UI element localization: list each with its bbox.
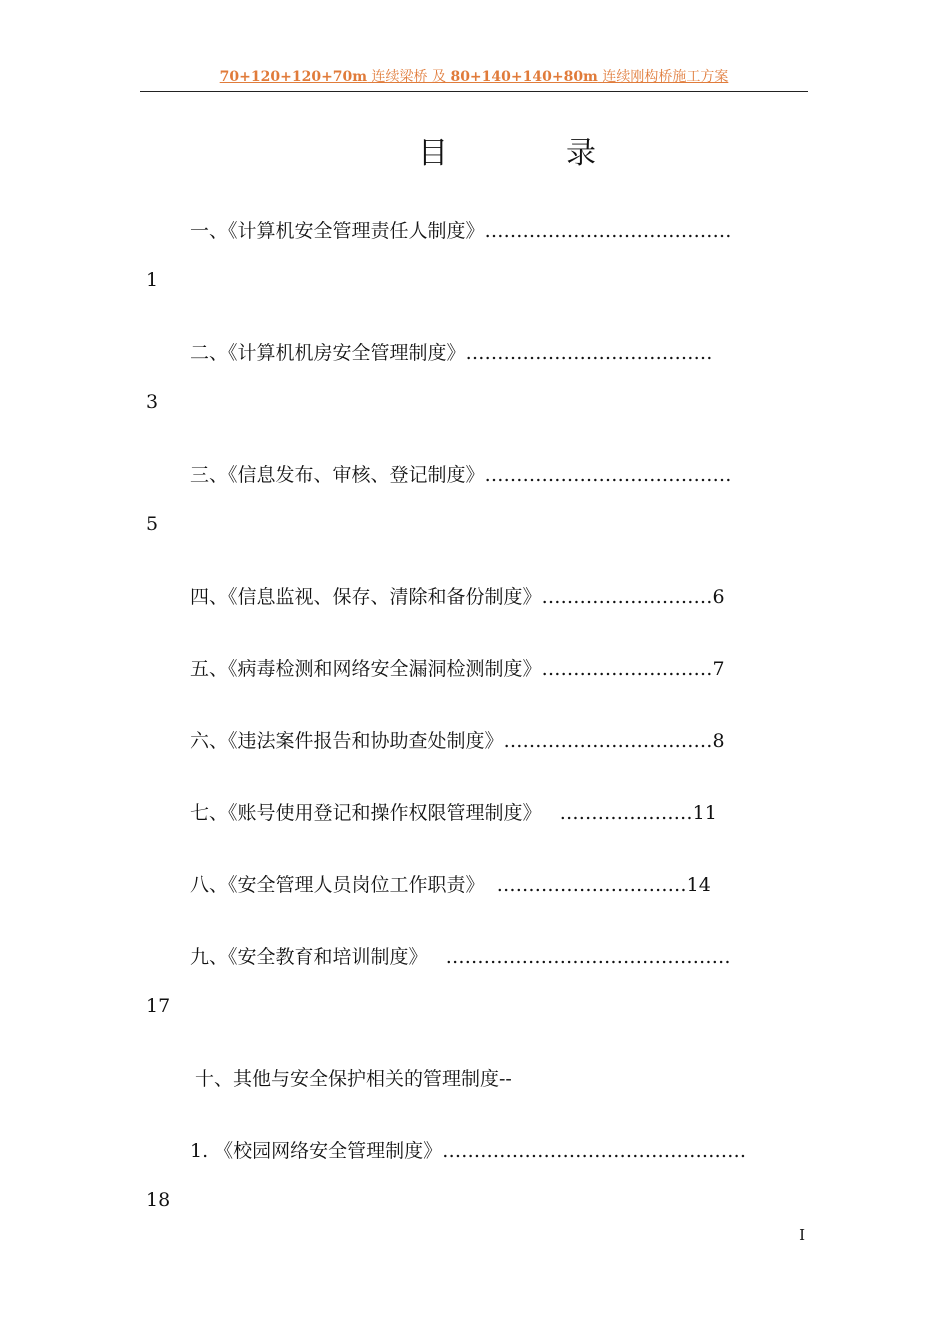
toc-entry-7: [190, 800, 717, 826]
toc-leader-dots: ………………………: [541, 658, 713, 680]
toc-leader-dots: …………………………………: [484, 464, 732, 486]
header-span-1: 70+120+120+70m: [219, 69, 368, 85]
toc-entry-5: [190, 656, 725, 682]
toc-entry-4: [190, 584, 725, 610]
toc-leader-dots: …………………………: [484, 874, 687, 896]
toc-entry-text: 九、《安全教育和培训制度》: [190, 946, 428, 968]
toc-entry-text: 二、《计算机机房安全管理制度》: [190, 342, 466, 364]
toc-entry-text: 六、《违法案件报告和协助查处制度》: [190, 730, 504, 752]
toc-entry-10: [195, 1066, 512, 1092]
title-char-1: 目: [418, 136, 448, 171]
toc-entry-2: [190, 340, 713, 366]
toc-leader-dots: …………………………………………: [442, 1140, 747, 1162]
toc-leader-dots: ………………………: [541, 586, 713, 608]
running-header: [140, 66, 808, 86]
toc-page-number: 3: [146, 391, 159, 413]
toc-entry-11: [190, 1138, 746, 1164]
toc-page-number: 11: [692, 802, 717, 824]
toc-page-number: 8: [712, 730, 725, 752]
header-rule: [140, 91, 808, 92]
toc-page-number: 17: [146, 995, 171, 1017]
toc-entry-text: 三、《信息发布、审核、登记制度》: [190, 464, 485, 486]
toc-leader-dots: …………………………………: [465, 342, 713, 364]
toc-entry-text: 八、《安全管理人员岗位工作职责》: [190, 874, 485, 896]
toc-leader-dots: ………………………………………: [427, 946, 731, 968]
toc-entry-text: 一、《计算机安全管理责任人制度》: [190, 220, 485, 242]
toc-page-number: 18: [146, 1189, 171, 1211]
toc-entry-6: [190, 728, 725, 754]
toc-leader-dots: …………………………………: [484, 220, 732, 242]
header-span-2: 连续梁桥 及: [367, 69, 451, 85]
title-char-2: 录: [566, 136, 596, 171]
toc-entry-text: 七、《账号使用登记和操作权限管理制度》: [190, 802, 542, 824]
toc-leader-dots: …………………: [541, 802, 693, 824]
toc-entry-text: 四、《信息监视、保存、清除和备份制度》: [190, 586, 542, 608]
toc-entry-text: 1. 《校园网络安全管理制度》: [190, 1140, 443, 1162]
toc-page-number: 14: [686, 874, 711, 896]
toc-page-number: 7: [712, 658, 725, 680]
toc-entry-1: [190, 218, 732, 244]
header-span-3: 80+140+140+80m: [450, 69, 598, 85]
toc-entry-text: 五、《病毒检测和网络安全漏洞检测制度》: [190, 658, 542, 680]
toc-entry-9: [190, 944, 731, 970]
toc-entry-3: [190, 462, 732, 488]
toc-page-number: 5: [146, 513, 159, 535]
toc-entry-text: 十、其他与安全保护相关的管理制度--: [195, 1068, 512, 1090]
page-title: [0, 128, 950, 172]
toc-page-number: 1: [146, 269, 159, 291]
toc-page-number: 6: [712, 586, 725, 608]
toc-entry-8: [190, 872, 711, 898]
header-span-4: 连续刚构桥施工方案: [597, 69, 729, 85]
toc-leader-dots: ……………………………: [503, 730, 713, 752]
footer-page-number: I: [799, 1226, 805, 1244]
